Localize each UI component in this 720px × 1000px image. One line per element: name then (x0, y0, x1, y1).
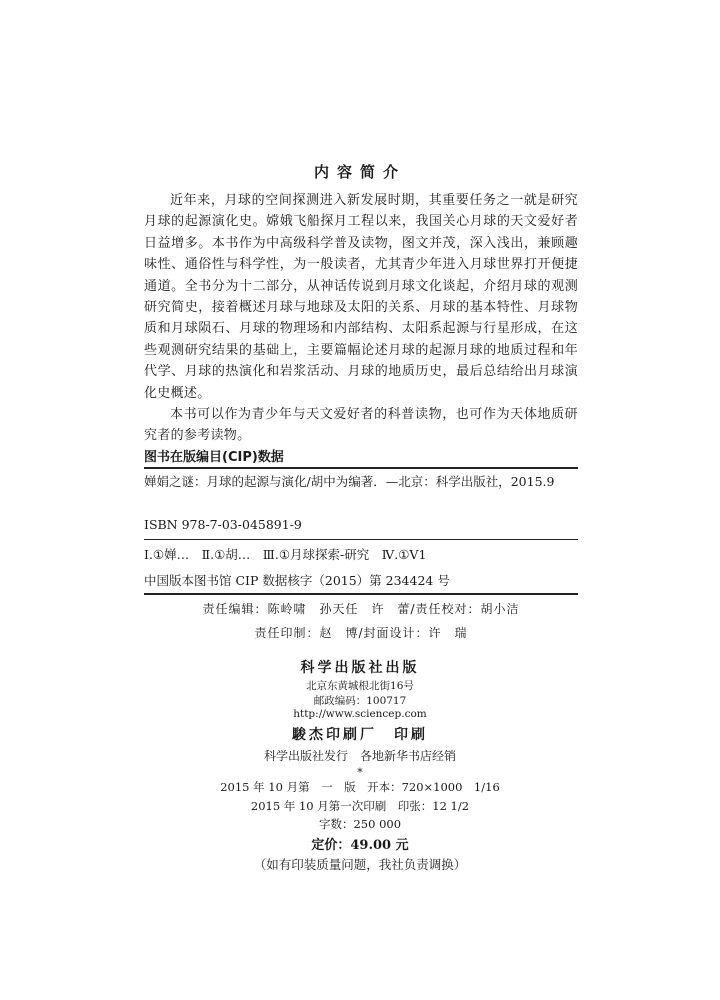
publisher-url: http://www.sciencep.com (293, 708, 427, 720)
publisher-address: 北京东黄城根北街16号 (306, 680, 414, 692)
printing-info: 2015 年 10 月第一次印刷 印张：12 1/2 (250, 799, 470, 813)
cip-record: 婵娟之谜：月球的起源与演化/胡中为编著．—北京：科学出版社，2015.9 (144, 474, 555, 489)
cip-top-rule (144, 467, 578, 469)
cip-classification: Ⅰ.①婵… Ⅱ.①胡… Ⅲ.①月球探索-研究 Ⅳ.①V1 (144, 547, 427, 562)
cip-isbn: ISBN 978-7-03-045891-9 (144, 517, 302, 532)
word-count: 字数：250 000 (318, 817, 402, 831)
quality-notice: （如有印装质量问题，我社负责调换） (253, 857, 467, 872)
separator-star: * (357, 766, 363, 779)
summary-body (144, 190, 578, 447)
distribution: 科学出版社发行 各地新华书店经销 (263, 749, 456, 763)
edition-info: 2015 年 10 月第 一 版 开本：720×1000 1/16 (220, 780, 500, 794)
summary-paragraph-2: 本书可以作为青少年与天文爱好者的科普读物，也可作为天体地质研究者的参考读物。 (144, 407, 578, 444)
price: 定价：49.00 元 (311, 838, 409, 853)
printer-name: 駿杰印刷厂 印刷 (292, 727, 428, 743)
cip-verify-number: 中国版本图书馆 CIP 数据核字（2015）第 234424 号 (144, 573, 450, 588)
summary-paragraph-1: 近年来，月球的空间探测进入新发展时期，其重要任务之一就是研究月球的起源演化史。嫦娥飞船探月工程以来，我国关心月球的天文爱好者日益增多。本书作为中高级科学普及读物，图文并茂，深入浅出，兼顾趣味性、通俗性与科学性，为一般读者，尤其青少年进入月球世界打开便捷通道。全书分为十二部分，从神话传说到月球文化谈起，介绍月球的观测研究简史，接着概述月球与地球及太阳的关系、月球的基本特性、月球物质和月球陨石、月球的物理场和内部结构、太阳系起源与行星形成，在这些观测研究结果的基础上，主要篇幅论述月球的起源月球的地质过程和年代学、月球的热演化和岩浆活动、月球的地质历史，最后总结给出月球演化史概述。 (144, 193, 578, 401)
editor-credits: 责任编辑：陈岭啸 孙天任 许 蕾/责任校对：胡小洁 (202, 602, 520, 616)
summary-title: 内容简介 (313, 163, 406, 181)
cip-heading: 图书在版编目(CIP)数据 (144, 450, 284, 465)
cip-bottom-rule (144, 593, 578, 595)
production-credits: 责任印制：赵 博/封面设计：许 瑞 (254, 626, 468, 640)
publisher-postcode: 邮政编码：100717 (313, 695, 407, 707)
publisher-name: 科学出版社出版 (300, 660, 420, 676)
cip-mid-rule (144, 539, 578, 540)
